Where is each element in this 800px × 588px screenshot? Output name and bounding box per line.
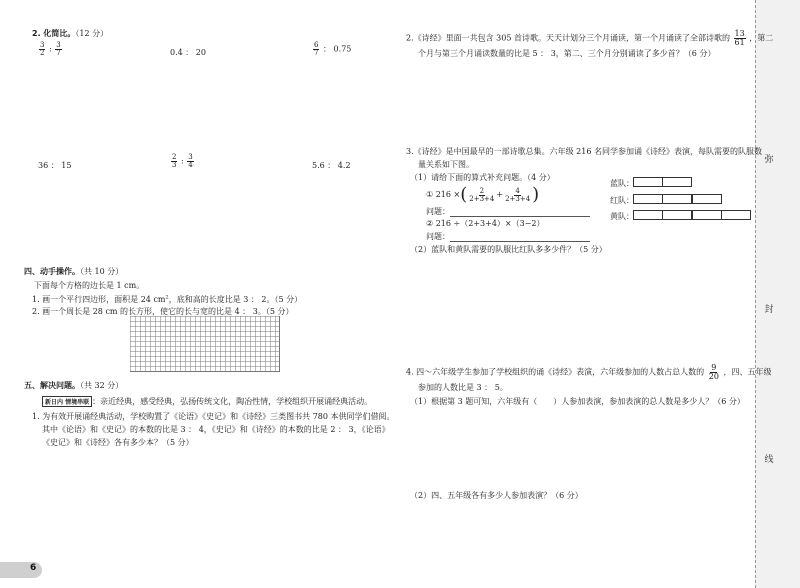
legend-blue: 蓝队： — [610, 179, 634, 188]
section4-q1: 1. 画一个平行四边形，面积是 24 $cm^2$，底和高的长度比是 3 ： 2。（5 分） — [32, 294, 303, 304]
r-q3-question1: 问题： — [426, 206, 590, 217]
section5-q1-line2: 其中《论语》和《史记》的本数的比是 3 ： 4，《史记》和《诗经》的本数的比是 2 ： 3，《论语》 — [42, 425, 390, 434]
section4-q2: 2. 画一个周长是 28 cm 的长方形，使它的长与宽的比是 4 ： 3。（5 分） — [32, 307, 294, 316]
section5-heading — [24, 380, 123, 391]
ratio-item-4: 36 ： 15 — [38, 161, 72, 170]
bar-yellow — [634, 210, 751, 220]
q2-heading — [32, 28, 108, 39]
section5-theme: 新日内 情境串联 ：亲近经典，感受经典，弘扬传统文化，陶冶性情，学校组织开展诵经典活动。 — [42, 396, 372, 407]
yellow-bar-cell — [633, 210, 663, 220]
ratio-item-5: $\frac{2}{3}$ : $\frac{3}{4}$ — [172, 153, 193, 169]
r-q3-sub2: （2）蓝队和黄队需要的队服比红队多多少件？（5 分） — [410, 245, 607, 254]
r-q3-formula2: ② 216 ÷（2+3+4）×（3−2） — [426, 219, 545, 228]
ratio-item-6: 5.6 ： 4.2 — [312, 161, 351, 170]
r-q3-formula1: ① 216 ×( $\frac{2}{2+3+4}$ + $\frac{4}{2+3+4}$ ) — [426, 184, 540, 205]
r-q4-sub1: （1）根据第 3 题可知，六年级有（ ）人参加表演，参加表演的总人数是多少人？（6 分） — [410, 397, 745, 406]
section4-heading — [24, 266, 123, 277]
yellow-bar-cell — [692, 210, 722, 220]
r-q4-line1: 4. 四～六年级学生参加了学校组织的诵《诗经》表演，六年级参加的人数占总人数的 $\frac{9}{20}$ ，四、五年级 — [406, 363, 772, 381]
red-bar-cell — [662, 194, 692, 204]
r-q3-line1: 3.《诗经》是中国最早的一部诗歌总集。六年级 216 名同学参加诵《诗经》表演，每队需要的队服数 — [406, 147, 762, 156]
red-bar-cell — [633, 194, 663, 204]
r-q3-sub1: （1）请给下面的算式补充问题。（4 分） — [410, 173, 555, 182]
section4-score: （共 10 分） — [80, 267, 124, 276]
yellow-bar-cell — [662, 210, 692, 220]
r-q3-question2: 问题： — [426, 231, 590, 242]
situation-logo: 新日内 情境串联 — [42, 396, 92, 407]
drawing-grid[interactable] — [130, 316, 280, 372]
answer-line-2[interactable] — [450, 233, 590, 242]
page-number: 6 — [30, 563, 37, 573]
red-bar-cell — [692, 194, 722, 204]
r-q4-line2: 参加的人数比是 3 ： 5。 — [418, 383, 508, 392]
blue-bar-cell — [633, 177, 663, 187]
r-q2-line1: 2.《诗经》里面一共包含 305 首诗歌。天天计划分三个月诵读，第一个月诵读了全部诗歌的 $\frac{13}{61}$ ，第二 — [406, 29, 774, 47]
blue-bar-cell — [662, 177, 692, 187]
binding-margin — [755, 0, 800, 588]
r-q2-line2: 个月与第三个月诵读数量的比是 5 ： 3，第二、三个月分别诵读了多少首？（6 分） — [418, 49, 716, 58]
section4-title: 四、动手操作。 — [24, 267, 80, 276]
ratio-item-2: 0.4 ： 20 — [170, 48, 206, 57]
bar-red — [634, 194, 722, 204]
r-q4-sub2: （2）四、五年级各有多少人参加表演？（6 分） — [410, 491, 583, 500]
section5-score: （共 32 分） — [80, 381, 124, 390]
bar-blue — [634, 177, 692, 187]
legend-red: 红队： — [610, 196, 634, 205]
margin-char-feng: 封 — [762, 302, 776, 315]
section5-title: 五、解决问题。 — [24, 381, 80, 390]
section4-intro: 下面每个方格的边长是 1 cm。 — [34, 281, 145, 290]
q2-score: （12 分） — [75, 29, 109, 38]
section5-q1-line1: 1. 为有效开展诵经典活动，学校购置了《论语》《史记》和《诗经》三类图书共 780 本供同学们借阅。 — [32, 412, 395, 421]
answer-line-1[interactable] — [450, 208, 590, 217]
section5-q1-line3: 《史记》和《诗经》各有多少本？（5 分） — [42, 438, 194, 447]
margin-char-mi: 弥 — [762, 152, 776, 165]
page-number-tab — [0, 562, 42, 578]
ratio-item-1: $\frac{3}{2}$ : $\frac{3}{7}$ — [40, 41, 61, 57]
legend-yellow: 黄队： — [610, 212, 634, 221]
q2-title: 2. 化简比。 — [32, 29, 76, 38]
ratio-item-3: $\frac{6}{7}$ ： 0.75 — [314, 41, 352, 57]
margin-char-xian: 线 — [762, 452, 776, 465]
r-q3-line2: 量关系如下图。 — [418, 160, 474, 169]
yellow-bar-cell — [721, 210, 751, 220]
